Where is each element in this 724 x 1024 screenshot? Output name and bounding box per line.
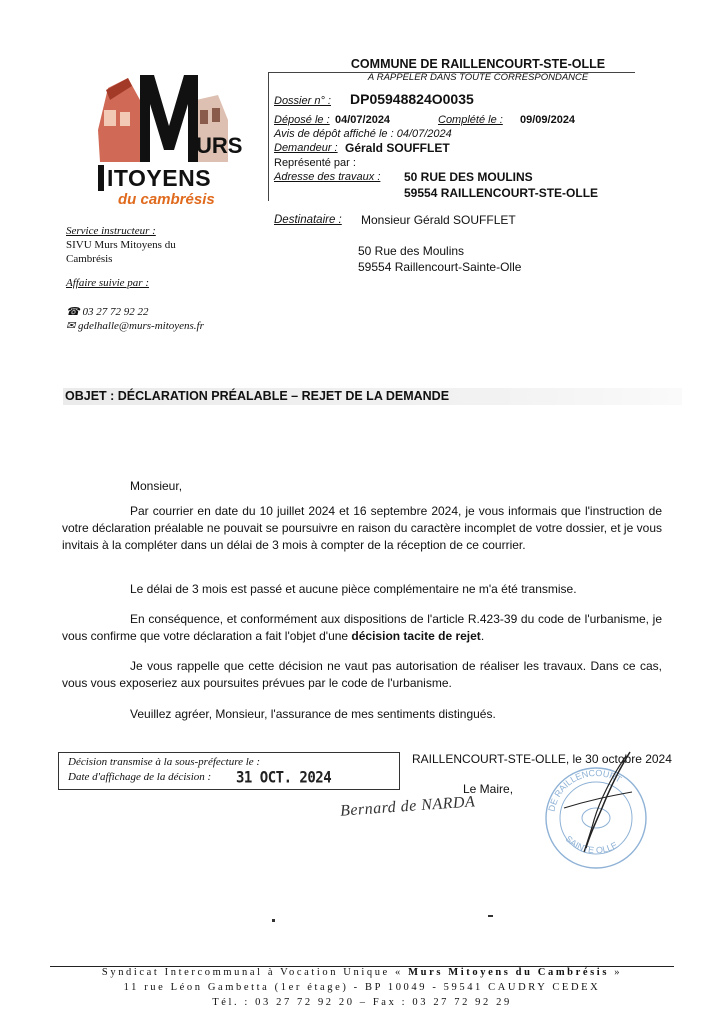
paragraph-3-end: . bbox=[480, 629, 485, 643]
seal-top-text: DE RAILLENCOURT bbox=[546, 767, 624, 813]
objet-heading: OBJET : DÉCLARATION PRÉALABLE – REJET DE LA DEMANDE bbox=[63, 388, 682, 405]
represente-par: Représenté par : bbox=[274, 157, 356, 169]
date-affichage: Date d'affichage de la décision : bbox=[68, 771, 212, 783]
complete-label: Complété le : bbox=[438, 114, 503, 126]
affichage-stamp-date: 31 OCT. 2024 bbox=[236, 768, 332, 788]
paragraph-4: Je vous rappelle que cette décision ne vaut pas autorisation de réaliser les travaux. Dans ce cas, vous vous exposeriez aux poursuites prévues par le code de l'urbanisme. bbox=[62, 659, 662, 690]
dossier-number: DP05948824O0035 bbox=[350, 91, 474, 107]
salutation: Monsieur, bbox=[130, 479, 183, 493]
phone-icon: ☎ bbox=[66, 306, 80, 318]
handwritten-name: Bernard de NARDA bbox=[339, 793, 476, 820]
logo-word-mitoyens: ITOYENS bbox=[107, 165, 212, 191]
adresse-line2: 59554 RAILLENCOURT-STE-OLLE bbox=[404, 186, 599, 200]
paragraph-1: Par courrier en date du 10 juillet 2024 et 16 septembre 2024, je vous informais que l'instruction de votre déclaration préalable ne pouvait se poursuivre en raison du caractère incomplet de votre dossier, et je vous invitais à la compléter dans un délai de 3 mois à compter de la réception de ce courrier. bbox=[62, 504, 662, 552]
decision-tacite: décision tacite de rejet bbox=[351, 629, 481, 643]
affaire-label: Affaire suivie par : bbox=[66, 277, 149, 289]
paragraph-5: Veuillez agréer, Monsieur, l'assurance de mes sentiments distingués. bbox=[130, 707, 496, 721]
service-line1: SIVU Murs Mitoyens du bbox=[66, 239, 176, 251]
destinataire-addr2: 59554 Raillencourt-Sainte-Olle bbox=[358, 260, 522, 274]
adresse-label: Adresse des travaux : bbox=[274, 171, 381, 183]
envelope-icon: ✉ bbox=[66, 320, 76, 332]
maire-title: Le Maire, bbox=[463, 782, 514, 796]
destinataire-label: Destinataire : bbox=[274, 214, 342, 226]
destinataire-addr1: 50 Rue des Moulins bbox=[358, 244, 465, 258]
dossier-label: Dossier n° : bbox=[274, 95, 331, 107]
avis-depot: Avis de dépôt affiché le : 04/07/2024 bbox=[274, 128, 452, 140]
service-label: Service instructeur : bbox=[66, 225, 156, 237]
footer-phone-fax: Tél. : 03 27 72 92 20 – Fax : 03 27 72 92 29 bbox=[212, 997, 512, 1008]
signature-scribble bbox=[560, 748, 640, 858]
depose-label: Déposé le : bbox=[274, 114, 330, 126]
adresse-line1: 50 RUE DES MOULINS bbox=[404, 170, 533, 184]
phone-line bbox=[66, 305, 148, 319]
place-date: RAILLENCOURT-STE-OLLE, le 30 octobre 2024 bbox=[412, 752, 672, 766]
footer-address: 11 rue Léon Gambetta (1er étage) - BP 10049 - 59541 CAUDRY CEDEX bbox=[123, 982, 601, 993]
footer-syndicat: Syndicat Intercommunal à Vocation Unique « bbox=[101, 967, 409, 978]
email-address: gdelhalle@murs-mitoyens.fr bbox=[77, 320, 204, 332]
logo-subtitle: du cambrésis bbox=[118, 191, 215, 208]
scan-mark bbox=[272, 919, 275, 922]
paragraph-3-start: En conséquence, et conformément aux dispositions de l'article R.423-39 du code de l'urbanisme, je vous confirme que votre déclaration a fait l'objet d'une bbox=[62, 612, 662, 643]
demandeur-value: Gérald SOUFFLET bbox=[345, 141, 450, 155]
depose-value: 04/07/2024 bbox=[335, 114, 391, 126]
seal-bottom-text: SAINTE OLLE bbox=[563, 833, 620, 856]
complete-value: 09/09/2024 bbox=[520, 114, 576, 126]
service-line2: Cambrésis bbox=[66, 253, 113, 265]
footer-close: » bbox=[609, 967, 623, 978]
paragraph-3 bbox=[62, 611, 662, 645]
scan-mark bbox=[488, 915, 493, 917]
footer-line1 bbox=[0, 967, 724, 978]
paragraph-2: Le délai de 3 mois est passé et aucune pièce complémentaire ne m'a été transmise. bbox=[130, 582, 577, 596]
logo-word-murs: URS bbox=[196, 133, 243, 158]
footer-name: Murs Mitoyens du Cambrésis bbox=[408, 967, 610, 978]
decision-transmise: Décision transmise à la sous-préfecture le : bbox=[68, 756, 261, 768]
commune-title: COMMUNE DE RAILLENCOURT-STE-OLLE bbox=[350, 57, 606, 71]
rappel-note: À RAPPELER DANS TOUTE CORRESPONDANCE bbox=[367, 72, 589, 83]
email-line bbox=[66, 319, 204, 333]
murs-mitoyens-logo bbox=[88, 70, 248, 215]
destinataire-name: Monsieur Gérald SOUFFLET bbox=[361, 213, 516, 227]
phone-number: 03 27 72 92 22 bbox=[82, 306, 149, 318]
demandeur-label: Demandeur : bbox=[274, 142, 338, 154]
